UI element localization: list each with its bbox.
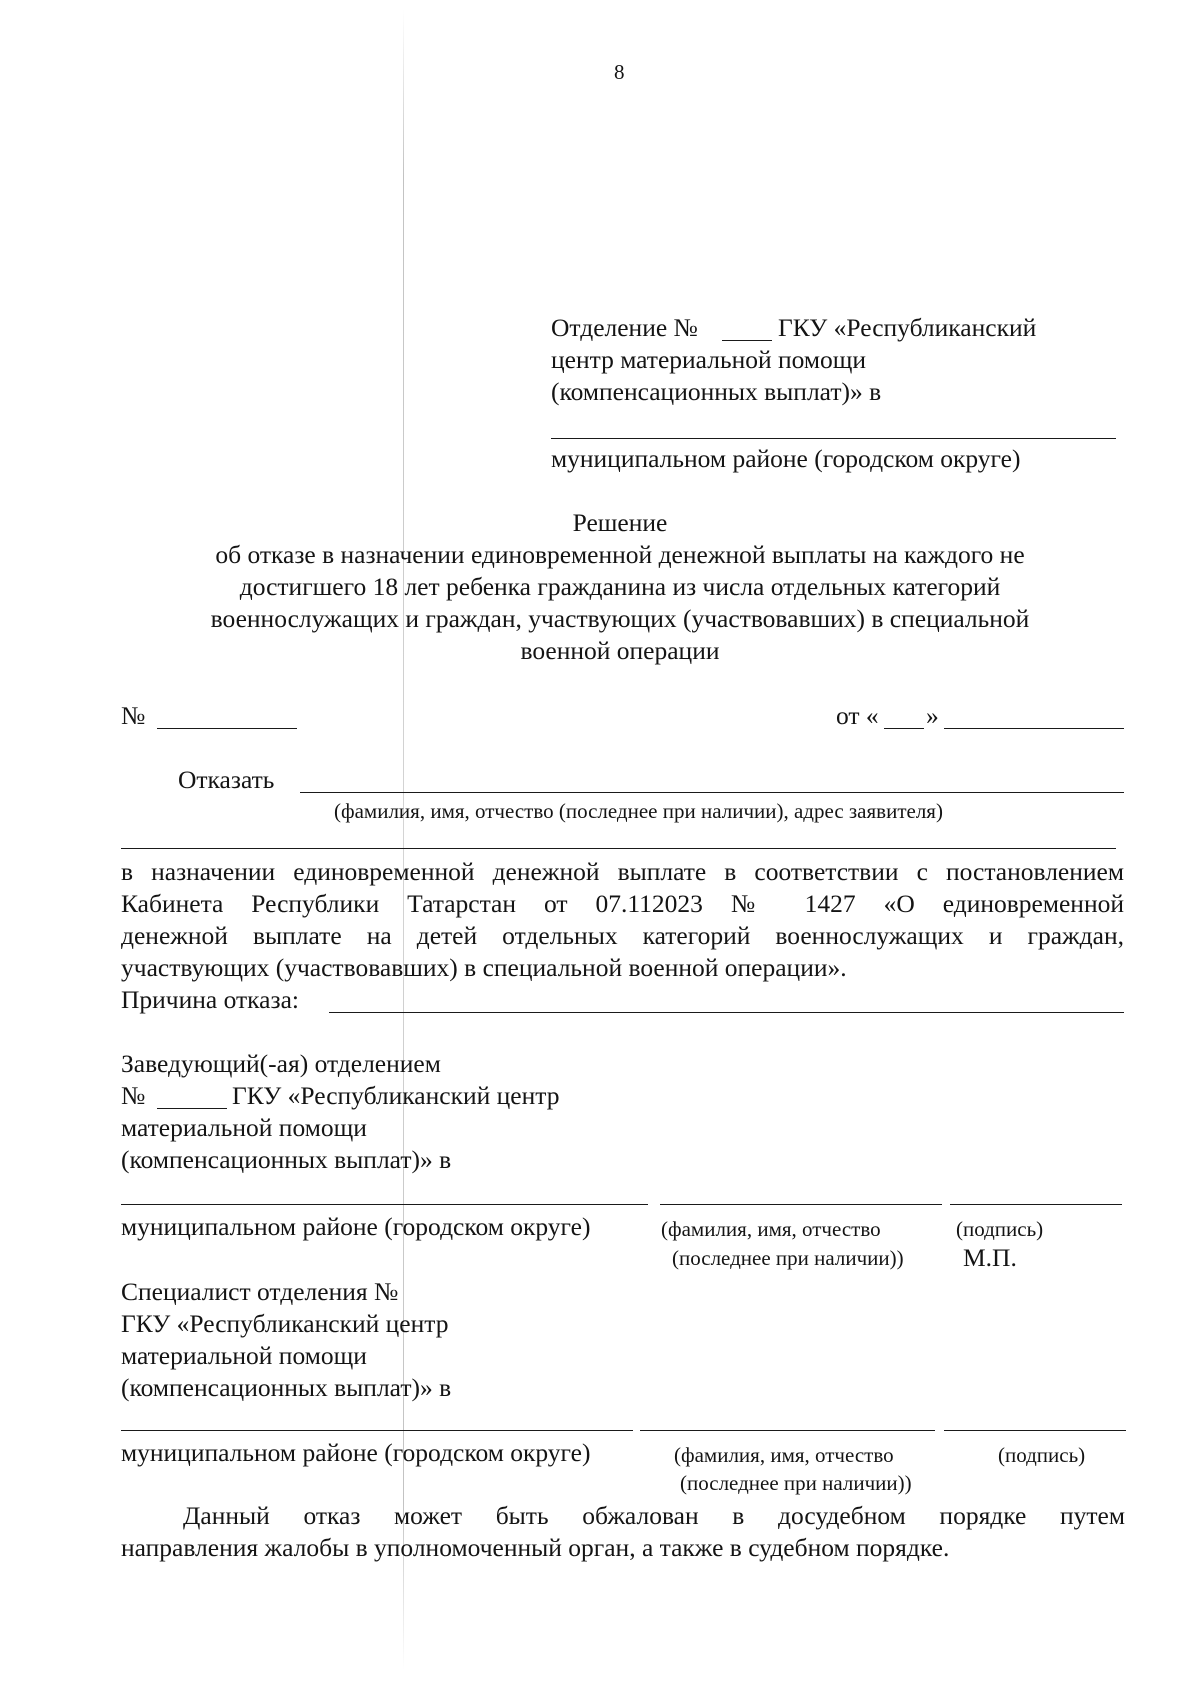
specialist-fio-caption-1: (фамилия, имя, отчество [674, 1443, 894, 1467]
body-line2: Кабинета Республики Татарстан от 07.112023 № 1427 «О единовременной [121, 889, 1124, 918]
date-mid: » [926, 701, 939, 730]
reason-blank [329, 1012, 1124, 1013]
applicant-blank-continued [121, 848, 1116, 849]
reason-label: Причина отказа: [121, 985, 299, 1014]
head-district-blank [121, 1204, 648, 1205]
head-line3: материальной помощи [121, 1113, 367, 1142]
specialist-signature-blank [944, 1430, 1126, 1431]
head-signature-blank [950, 1204, 1122, 1205]
decision-heading: Решение [572, 508, 668, 537]
applicant-blank [300, 792, 1124, 793]
date-label: от « [836, 701, 879, 730]
addressee-line1-prefix: Отделение № [551, 313, 698, 342]
addressee-line4: муниципальном районе (городском округе) [551, 444, 1021, 473]
date-day-blank [884, 728, 924, 729]
specialist-district-blank [121, 1430, 633, 1431]
appeal-line2: направления жалобы в уполномоченный орган, а также в судебном порядке. [121, 1533, 950, 1562]
specialist-fio-blank [640, 1430, 935, 1431]
decision-number-label: № [121, 701, 146, 730]
decision-title-line2: достигшего 18 лет ребенка гражданина из числа отдельных категорий [239, 572, 1001, 601]
head-line2-suffix: ГКУ «Республиканский центр [232, 1081, 560, 1110]
refuse-label: Отказать [178, 765, 275, 794]
specialist-line3: материальной помощи [121, 1341, 367, 1370]
applicant-caption: (фамилия, имя, отчество (последнее при наличии), адрес заявителя) [334, 799, 943, 823]
addressee-line1-suffix: ГКУ «Республиканский [778, 313, 1037, 342]
district-blank [551, 438, 1116, 439]
body-line1: в назначении единовременной денежной выплате в соответствии с постановлением [121, 857, 1124, 886]
specialist-line4: (компенсационных выплат)» в [121, 1373, 452, 1402]
department-number-blank [722, 340, 772, 341]
head-department-number-blank [157, 1108, 227, 1109]
date-month-year-blank [944, 728, 1124, 729]
decision-title-line1: об отказе в назначении единовременной денежной выплаты на каждого не [215, 540, 1025, 569]
specialist-district-caption: муниципальном районе (городском округе) [121, 1438, 591, 1467]
head-signature-caption: (подпись) [956, 1217, 1044, 1241]
head-fio-caption-2: (последнее при наличии)) [672, 1246, 904, 1270]
specialist-line1: Специалист отделения № [121, 1277, 399, 1306]
stamp-place: М.П. [963, 1243, 1017, 1272]
addressee-line2: центр материальной помощи [551, 345, 867, 374]
head-line1: Заведующий(-ая) отделением [121, 1049, 441, 1078]
head-fio-caption-1: (фамилия, имя, отчество [661, 1217, 881, 1241]
decision-number-blank [157, 728, 297, 729]
specialist-line2: ГКУ «Республиканский центр [121, 1309, 449, 1338]
appeal-line1: Данный отказ может быть обжалован в досудебном порядке путем [183, 1501, 1125, 1530]
decision-title-line3: военнослужащих и граждан, участвующих (участвовавших) в специальной [210, 604, 1030, 633]
body-line4: участвующих (участвовавших) в специальной военной операции». [121, 953, 847, 982]
page-number: 8 [614, 60, 625, 84]
addressee-line3: (компенсационных выплат)» в [551, 377, 882, 406]
head-line4: (компенсационных выплат)» в [121, 1145, 452, 1174]
head-fio-blank [660, 1204, 942, 1205]
head-district-caption: муниципальном районе (городском округе) [121, 1212, 591, 1241]
scan-fold-line [403, 10, 404, 1670]
specialist-fio-caption-2: (последнее при наличии)) [680, 1471, 912, 1495]
decision-title-line4: военной операции [520, 636, 720, 665]
body-line3: денежной выплате на детей отдельных категорий военнослужащих и граждан, [121, 921, 1124, 950]
head-line2-prefix: № [121, 1081, 146, 1110]
specialist-signature-caption: (подпись) [998, 1443, 1086, 1467]
